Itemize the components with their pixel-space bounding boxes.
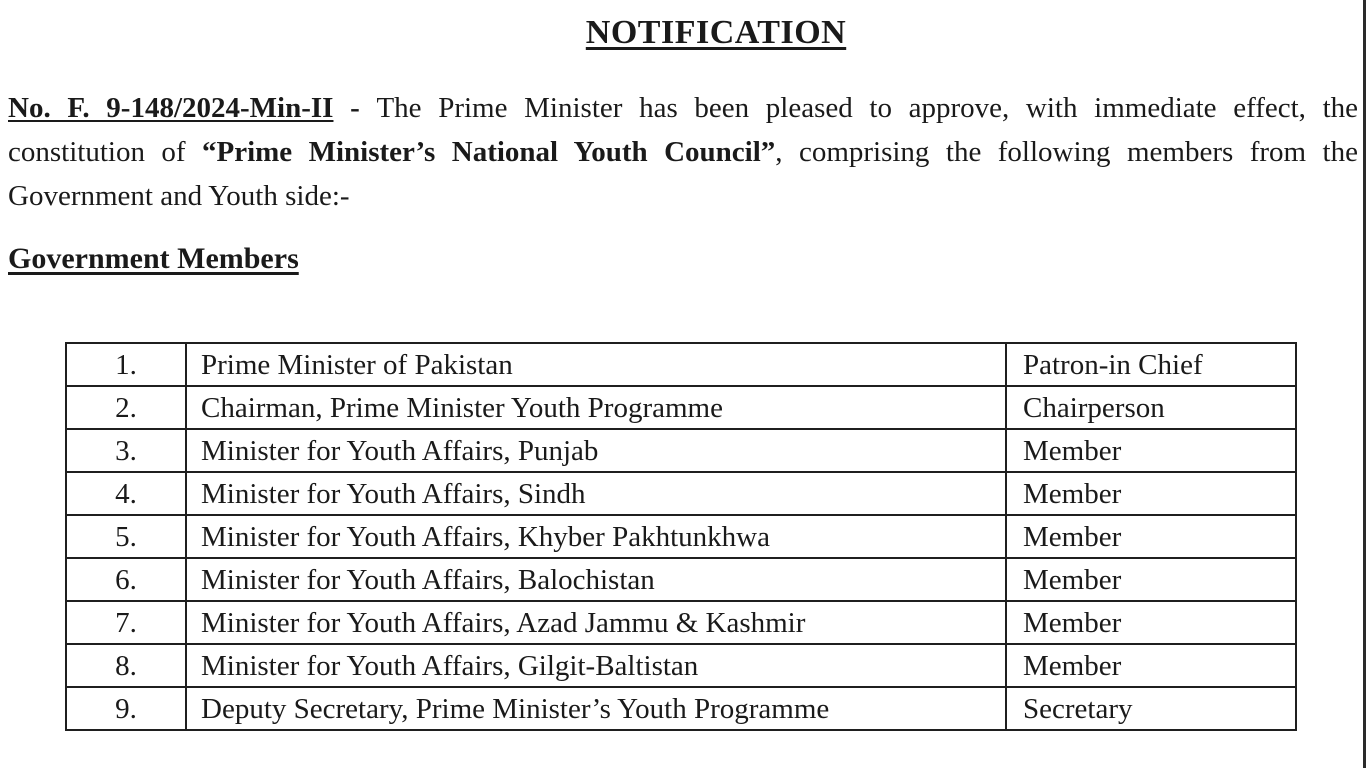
member-name: Prime Minister of Pakistan xyxy=(186,343,1006,386)
member-role: Member xyxy=(1006,429,1296,472)
member-number: 4. xyxy=(66,472,186,515)
member-name: Minister for Youth Affairs, Gilgit-Baltistan xyxy=(186,644,1006,687)
member-role: Member xyxy=(1006,558,1296,601)
notification-intro xyxy=(8,86,1358,218)
member-role: Secretary xyxy=(1006,687,1296,730)
member-name: Minister for Youth Affairs, Sindh xyxy=(186,472,1006,515)
intro-text-before: The Prime Minister has been pleased to approve, with immediate effect, the constitution of xyxy=(8,92,1359,168)
reference-dash: - xyxy=(333,92,377,124)
notification-reference: No. F. 9-148/2024-Min-II xyxy=(8,92,334,124)
member-number: 8. xyxy=(66,644,186,687)
member-role: Patron-in Chief xyxy=(1006,343,1296,386)
member-number: 1. xyxy=(66,343,186,386)
member-role: Member xyxy=(1006,515,1296,558)
member-name: Deputy Secretary, Prime Minister’s Youth Programme xyxy=(186,687,1006,730)
member-role: Member xyxy=(1006,472,1296,515)
member-role: Chairperson xyxy=(1006,386,1296,429)
member-row xyxy=(66,687,1296,730)
notification-title: NOTIFICATION xyxy=(585,14,847,51)
member-name: Minister for Youth Affairs, Azad Jammu & Kashmir xyxy=(186,601,1006,644)
member-role: Member xyxy=(1006,644,1296,687)
member-row xyxy=(66,558,1296,601)
member-number: 3. xyxy=(66,429,186,472)
member-row xyxy=(66,429,1296,472)
member-row xyxy=(66,515,1296,558)
member-row xyxy=(66,472,1296,515)
member-name: Minister for Youth Affairs, Punjab xyxy=(186,429,1006,472)
member-number: 5. xyxy=(66,515,186,558)
member-row xyxy=(66,343,1296,386)
member-name: Minister for Youth Affairs, Khyber Pakhtunkhwa xyxy=(186,515,1006,558)
member-role: Member xyxy=(1006,601,1296,644)
council-name: “Prime Minister’s National Youth Council” xyxy=(202,136,776,168)
member-row xyxy=(66,644,1296,687)
intro-text-after: , comprising the following members from the Government and Youth side:- xyxy=(8,136,1358,212)
member-name: Chairman, Prime Minister Youth Programme xyxy=(186,386,1006,429)
member-number: 2. xyxy=(66,386,186,429)
government-members-table xyxy=(65,342,1297,731)
section-heading-government-members: Government Members xyxy=(8,242,299,275)
member-name: Minister for Youth Affairs, Balochistan xyxy=(186,558,1006,601)
members-table-body xyxy=(66,343,1296,730)
member-number: 6. xyxy=(66,558,186,601)
member-number: 7. xyxy=(66,601,186,644)
member-row xyxy=(66,601,1296,644)
member-number: 9. xyxy=(66,687,186,730)
member-row xyxy=(66,386,1296,429)
